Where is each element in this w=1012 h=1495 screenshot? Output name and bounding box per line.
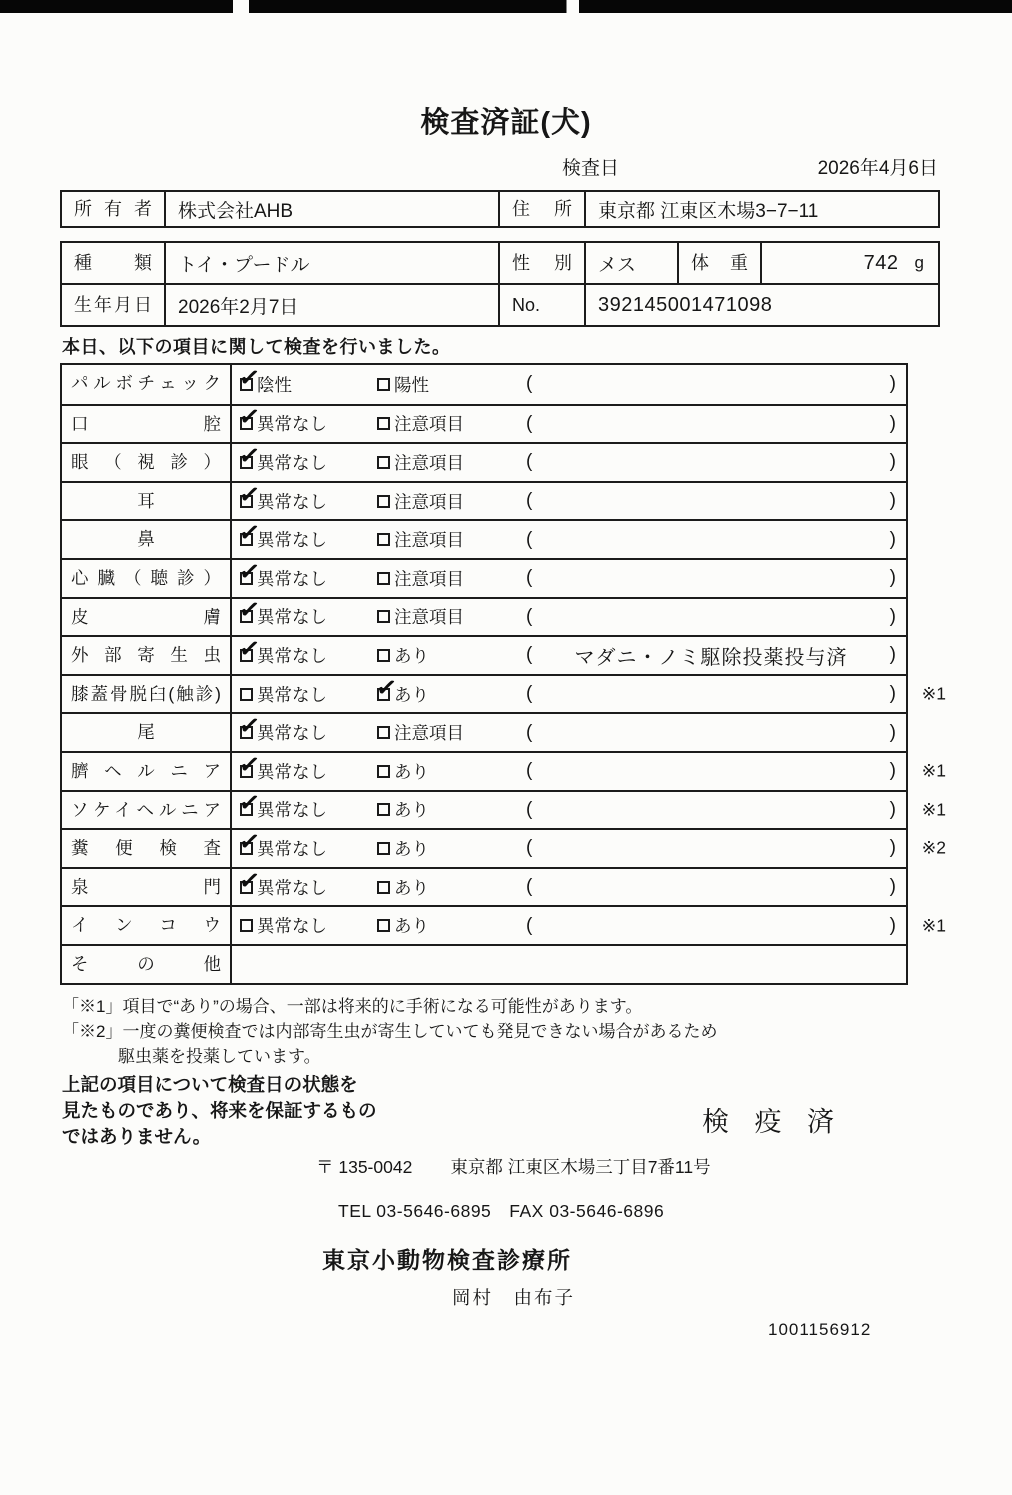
paren-open: ( <box>526 760 533 782</box>
check-row <box>62 362 906 404</box>
checkbox-icon <box>237 788 262 819</box>
breed-label: 種類 <box>62 243 166 283</box>
check-row-body <box>232 672 906 713</box>
footnote-2: 「※2」一度の糞便検査では内部寄生虫が寄生していても発見できない場合があるため <box>62 1022 718 1041</box>
check-row-body <box>232 479 906 520</box>
checkbox-icon <box>374 672 399 703</box>
checkmark-icon: ✓ <box>237 402 262 433</box>
paren-close: ) <box>889 683 896 705</box>
checkbox-icon <box>377 456 390 469</box>
paren-close: ) <box>889 528 896 550</box>
check-row <box>62 788 946 829</box>
check-option-label: あり <box>394 800 429 821</box>
check-option <box>377 836 514 861</box>
check-row <box>62 442 906 481</box>
paren-open: ( <box>526 683 533 705</box>
check-option-label: 陽性 <box>394 374 429 395</box>
check-option-label: 異常なし <box>257 452 327 473</box>
birthdate-value: 2026年2月7日 <box>166 285 500 325</box>
checkmark-icon: ✓ <box>237 633 262 665</box>
check-option-label: 異常なし <box>257 916 327 937</box>
checkmark-icon: ✓ <box>237 749 262 781</box>
inspection-date-row <box>562 153 938 180</box>
check-option-label: 異常なし <box>257 761 327 782</box>
info-row-2 <box>62 283 938 325</box>
remark-field <box>514 373 906 395</box>
paren-close: ) <box>889 451 896 473</box>
check-option-label: 異常なし <box>257 607 327 628</box>
check-option <box>377 720 514 745</box>
check-option-label: あり <box>394 761 429 782</box>
check-row <box>62 481 906 520</box>
clinic-tel-fax: TEL 03-5646-6895 FAX 03-5646-6896 <box>338 1201 665 1221</box>
check-row-body <box>232 946 906 983</box>
paren-close: ) <box>889 798 896 820</box>
check-option <box>237 788 377 822</box>
checkmark-icon: ✓ <box>237 479 262 510</box>
check-option-label: あり <box>394 645 429 666</box>
check-option-label: 異常なし <box>257 530 327 551</box>
check-item-label: 眼（視診） <box>62 444 232 481</box>
check-option <box>377 759 514 784</box>
checkbox-icon <box>377 417 390 430</box>
check-item-label: パルボチェック <box>62 365 232 404</box>
owner-label: 所有者 <box>62 192 166 226</box>
remark-field <box>514 490 906 512</box>
check-option <box>374 672 514 707</box>
serial-number: 1001156912 <box>768 1320 872 1339</box>
check-option-label: 異常なし <box>257 800 327 821</box>
id-number-value: 392145001471098 <box>598 293 773 316</box>
row-footnote-marker: ※1 <box>921 760 946 781</box>
birthdate-label: 生年月日 <box>62 285 166 325</box>
check-option-label: あり <box>394 916 429 937</box>
paren-open: ( <box>526 490 533 512</box>
checkbox-icon <box>377 610 390 623</box>
info-row-1 <box>62 243 938 283</box>
paren-close: ) <box>889 914 896 936</box>
check-row <box>62 558 906 597</box>
check-row <box>62 712 906 751</box>
check-option-label: 注意項目 <box>394 414 464 435</box>
weight-label: 体重 <box>679 243 762 283</box>
checkbox-icon <box>377 495 390 508</box>
weight-unit: g <box>914 253 924 272</box>
footnote-1: 「※1」項目で“あり”の場合、一部は将来的に手術になる可能性があります。 <box>62 997 643 1016</box>
check-option <box>377 604 514 629</box>
check-row-body <box>232 517 906 558</box>
check-item-label: 皮膚 <box>62 599 232 636</box>
animal-info-table <box>60 241 940 327</box>
clinic-postal-code: 〒 135-0042 <box>316 1157 413 1177</box>
page-title: 検査済証(犬) <box>420 107 592 139</box>
remark-field <box>514 760 906 782</box>
checkbox-icon <box>237 826 262 858</box>
remark-field <box>514 413 906 435</box>
checkbox-icon <box>237 402 262 433</box>
paren-open: ( <box>526 451 533 473</box>
check-option <box>377 643 514 668</box>
check-option <box>237 402 377 436</box>
check-row-body <box>232 633 906 674</box>
disclaimer-line-1: 上記の項目について検査日の状態を <box>62 1074 358 1095</box>
check-option-label: 注意項目 <box>394 530 464 551</box>
checkmark-icon: ✓ <box>237 556 262 588</box>
paren-close: ) <box>889 567 896 589</box>
check-option <box>377 411 514 436</box>
checkbox-icon <box>240 688 253 701</box>
check-option-label: 異常なし <box>257 684 327 705</box>
owner-value: 株式会社AHB <box>166 192 500 226</box>
check-item-label: ソケイヘルニア <box>62 792 232 829</box>
check-row-body <box>232 556 906 597</box>
owner-row <box>62 192 938 226</box>
check-item-label: 鼻 <box>62 521 232 558</box>
checkbox-icon <box>377 765 390 778</box>
check-item-label: 糞便検査 <box>62 830 232 867</box>
check-option <box>237 362 377 397</box>
checkbox-icon <box>237 749 262 781</box>
check-option <box>377 372 514 397</box>
check-row <box>62 867 906 906</box>
remark-value: マダニ・ノミ駆除投薬投与済 <box>574 646 848 669</box>
check-table <box>60 362 946 985</box>
check-option <box>237 749 377 784</box>
check-option <box>377 913 514 938</box>
disclaimer-line-2: 見たものであり、将来を保証するもの <box>62 1100 377 1121</box>
checkbox-icon <box>237 633 262 665</box>
check-item-label: 泉門 <box>62 869 232 906</box>
checkbox-icon <box>377 842 390 855</box>
check-option-label: 陰性 <box>257 374 292 395</box>
check-row <box>62 944 906 983</box>
remark-field <box>514 606 906 628</box>
check-option <box>237 556 377 591</box>
check-item-label: 膝蓋骨脱臼(触診) <box>62 676 232 713</box>
disclaimer <box>62 1072 377 1150</box>
checkmark-icon: ✓ <box>237 440 262 472</box>
remark-field <box>514 451 906 473</box>
check-row-body <box>232 788 906 829</box>
check-row <box>62 905 946 944</box>
checkmark-icon: ✓ <box>374 672 399 703</box>
checkbox-icon <box>237 362 262 394</box>
check-option <box>237 440 377 475</box>
paren-open: ( <box>526 412 533 434</box>
checkbox-icon <box>377 533 390 546</box>
check-option <box>237 595 377 629</box>
checkbox-icon <box>377 803 390 816</box>
paren-close: ) <box>889 605 896 627</box>
checkbox-icon <box>377 881 390 894</box>
check-option-label: 異常なし <box>257 877 327 898</box>
checkbox-icon <box>237 556 262 588</box>
remark-field <box>514 799 906 821</box>
check-row <box>62 404 906 443</box>
check-item-label: 心臓（聴診） <box>62 560 232 597</box>
check-row-body <box>232 362 906 404</box>
check-option-label: 注意項目 <box>394 568 464 589</box>
paren-close: ) <box>889 876 896 898</box>
address-value: 東京都 江東区木場3−7−11 <box>598 200 819 222</box>
check-option <box>237 479 377 514</box>
check-option-label: 異常なし <box>257 414 327 435</box>
paren-open: ( <box>526 914 533 936</box>
check-option-label: 異常なし <box>257 568 327 589</box>
remark-field <box>514 567 906 589</box>
paren-open: ( <box>526 644 533 666</box>
check-row <box>62 519 906 558</box>
paren-close: ) <box>889 760 896 782</box>
remark-field <box>514 876 906 898</box>
sex-value: メス <box>586 243 679 283</box>
paren-open: ( <box>526 373 533 395</box>
checkbox-icon <box>237 440 262 472</box>
check-option-label: 異常なし <box>257 491 327 512</box>
check-option <box>377 489 514 514</box>
checkmark-icon: ✓ <box>237 517 262 549</box>
check-row-body <box>232 826 906 867</box>
check-option <box>377 797 514 822</box>
checkmark-icon: ✓ <box>237 826 262 858</box>
checkbox-icon <box>240 919 253 932</box>
checkmark-icon: ✓ <box>237 595 262 626</box>
row-footnote-marker: ※1 <box>921 915 946 936</box>
paren-close: ) <box>889 721 896 743</box>
check-row <box>62 749 946 790</box>
check-option <box>377 875 514 900</box>
check-row <box>62 635 906 674</box>
clinic-address-row <box>316 1154 711 1179</box>
remark-field <box>514 837 906 859</box>
check-option <box>240 682 377 707</box>
check-item-label: 尾 <box>62 714 232 751</box>
paren-close: ) <box>889 412 896 434</box>
checkbox-icon <box>377 919 390 932</box>
paren-open: ( <box>526 528 533 550</box>
checkbox-icon <box>237 865 262 896</box>
check-item-label: 外部寄生虫 <box>62 637 232 674</box>
clinic-name: 東京小動物検査診療所 <box>322 1247 572 1273</box>
sex-label: 性別 <box>500 243 586 283</box>
row-footnote-marker: ※1 <box>921 683 946 704</box>
check-option <box>377 527 514 552</box>
checkbox-icon <box>237 595 262 626</box>
check-item-label: 口腔 <box>62 406 232 443</box>
remark-field <box>514 683 906 705</box>
row-footnote-marker: ※1 <box>921 799 946 820</box>
check-option-label: 異常なし <box>257 645 327 666</box>
check-row-body <box>232 865 906 906</box>
paren-open: ( <box>526 876 533 898</box>
owner-table <box>60 190 940 228</box>
check-row-body <box>232 402 906 443</box>
check-row <box>62 672 946 713</box>
footnotes <box>62 994 717 1069</box>
remark-field <box>514 915 906 937</box>
check-row-body <box>232 710 906 751</box>
check-row <box>62 826 946 867</box>
id-number-label: No. <box>500 285 586 325</box>
check-option-label: 注意項目 <box>394 491 464 512</box>
clinic-address: 東京都 江東区木場三丁目7番11号 <box>450 1157 711 1177</box>
veterinarian-name: 岡村 由布子 <box>452 1287 576 1308</box>
row-footnote-marker: ※2 <box>921 837 946 858</box>
paren-open: ( <box>526 798 533 820</box>
paren-open: ( <box>526 837 533 859</box>
check-item-label: 耳 <box>62 483 232 520</box>
check-option <box>237 517 377 552</box>
check-option <box>377 450 514 475</box>
breed-value: トイ・プードル <box>166 243 500 283</box>
paren-close: ) <box>889 837 896 859</box>
check-option <box>377 566 514 591</box>
check-option <box>237 826 377 861</box>
check-item-label: 臍ヘルニア <box>62 753 232 790</box>
checkmark-icon: ✓ <box>237 710 262 742</box>
checkbox-icon <box>237 479 262 510</box>
paren-open: ( <box>526 567 533 589</box>
check-option <box>237 633 377 668</box>
weight-cell <box>762 243 938 283</box>
check-item-label: インコウ <box>62 907 232 944</box>
footnote-3: 駆虫薬を投薬しています。 <box>118 1047 321 1066</box>
remark-field <box>514 722 906 744</box>
intro-statement: 本日、以下の項目に関して検査を行いました。 <box>62 337 451 357</box>
address-label: 住所 <box>500 192 586 226</box>
checkbox-icon <box>377 649 390 662</box>
check-option-label: 注意項目 <box>394 607 464 628</box>
paren-close: ) <box>889 490 896 512</box>
check-option-label: 異常なし <box>257 838 327 859</box>
check-row <box>62 597 906 636</box>
check-option-label: あり <box>394 877 429 898</box>
paren-close: ) <box>889 644 896 666</box>
check-option-label: 異常なし <box>257 723 327 744</box>
paren-close: ) <box>889 373 896 395</box>
paren-open: ( <box>526 605 533 627</box>
check-row-body <box>232 440 906 481</box>
paren-open: ( <box>526 721 533 743</box>
check-row-body <box>232 595 906 636</box>
check-option-label: 注意項目 <box>394 723 464 744</box>
checkmark-icon: ✓ <box>237 788 262 819</box>
quarantine-stamp: 検 疫 済 <box>702 1107 844 1137</box>
check-row-body <box>232 907 906 944</box>
check-option-label: 注意項目 <box>394 452 464 473</box>
check-row-body <box>232 749 906 790</box>
scan-artifact-top <box>0 0 1012 13</box>
check-item-label: その他 <box>62 946 232 983</box>
check-option <box>237 865 377 900</box>
disclaimer-line-3: ではありません。 <box>62 1126 212 1147</box>
checkbox-icon <box>237 517 262 549</box>
remark-field <box>514 641 906 670</box>
checkmark-icon: ✓ <box>237 865 262 896</box>
checkbox-icon <box>377 726 390 739</box>
weight-value: 742 <box>863 251 899 274</box>
checkbox-icon <box>237 710 262 742</box>
check-option-label: あり <box>394 838 429 859</box>
remark-field <box>514 529 906 551</box>
inspection-date-label: 検査日 <box>562 158 620 179</box>
check-option <box>240 913 377 938</box>
checkbox-icon <box>377 572 390 585</box>
checkbox-icon <box>377 378 390 391</box>
check-option-label: あり <box>394 684 429 705</box>
checkmark-icon: ✓ <box>237 362 262 394</box>
inspection-date-value: 2026年4月6日 <box>817 158 938 179</box>
check-option <box>237 710 377 745</box>
